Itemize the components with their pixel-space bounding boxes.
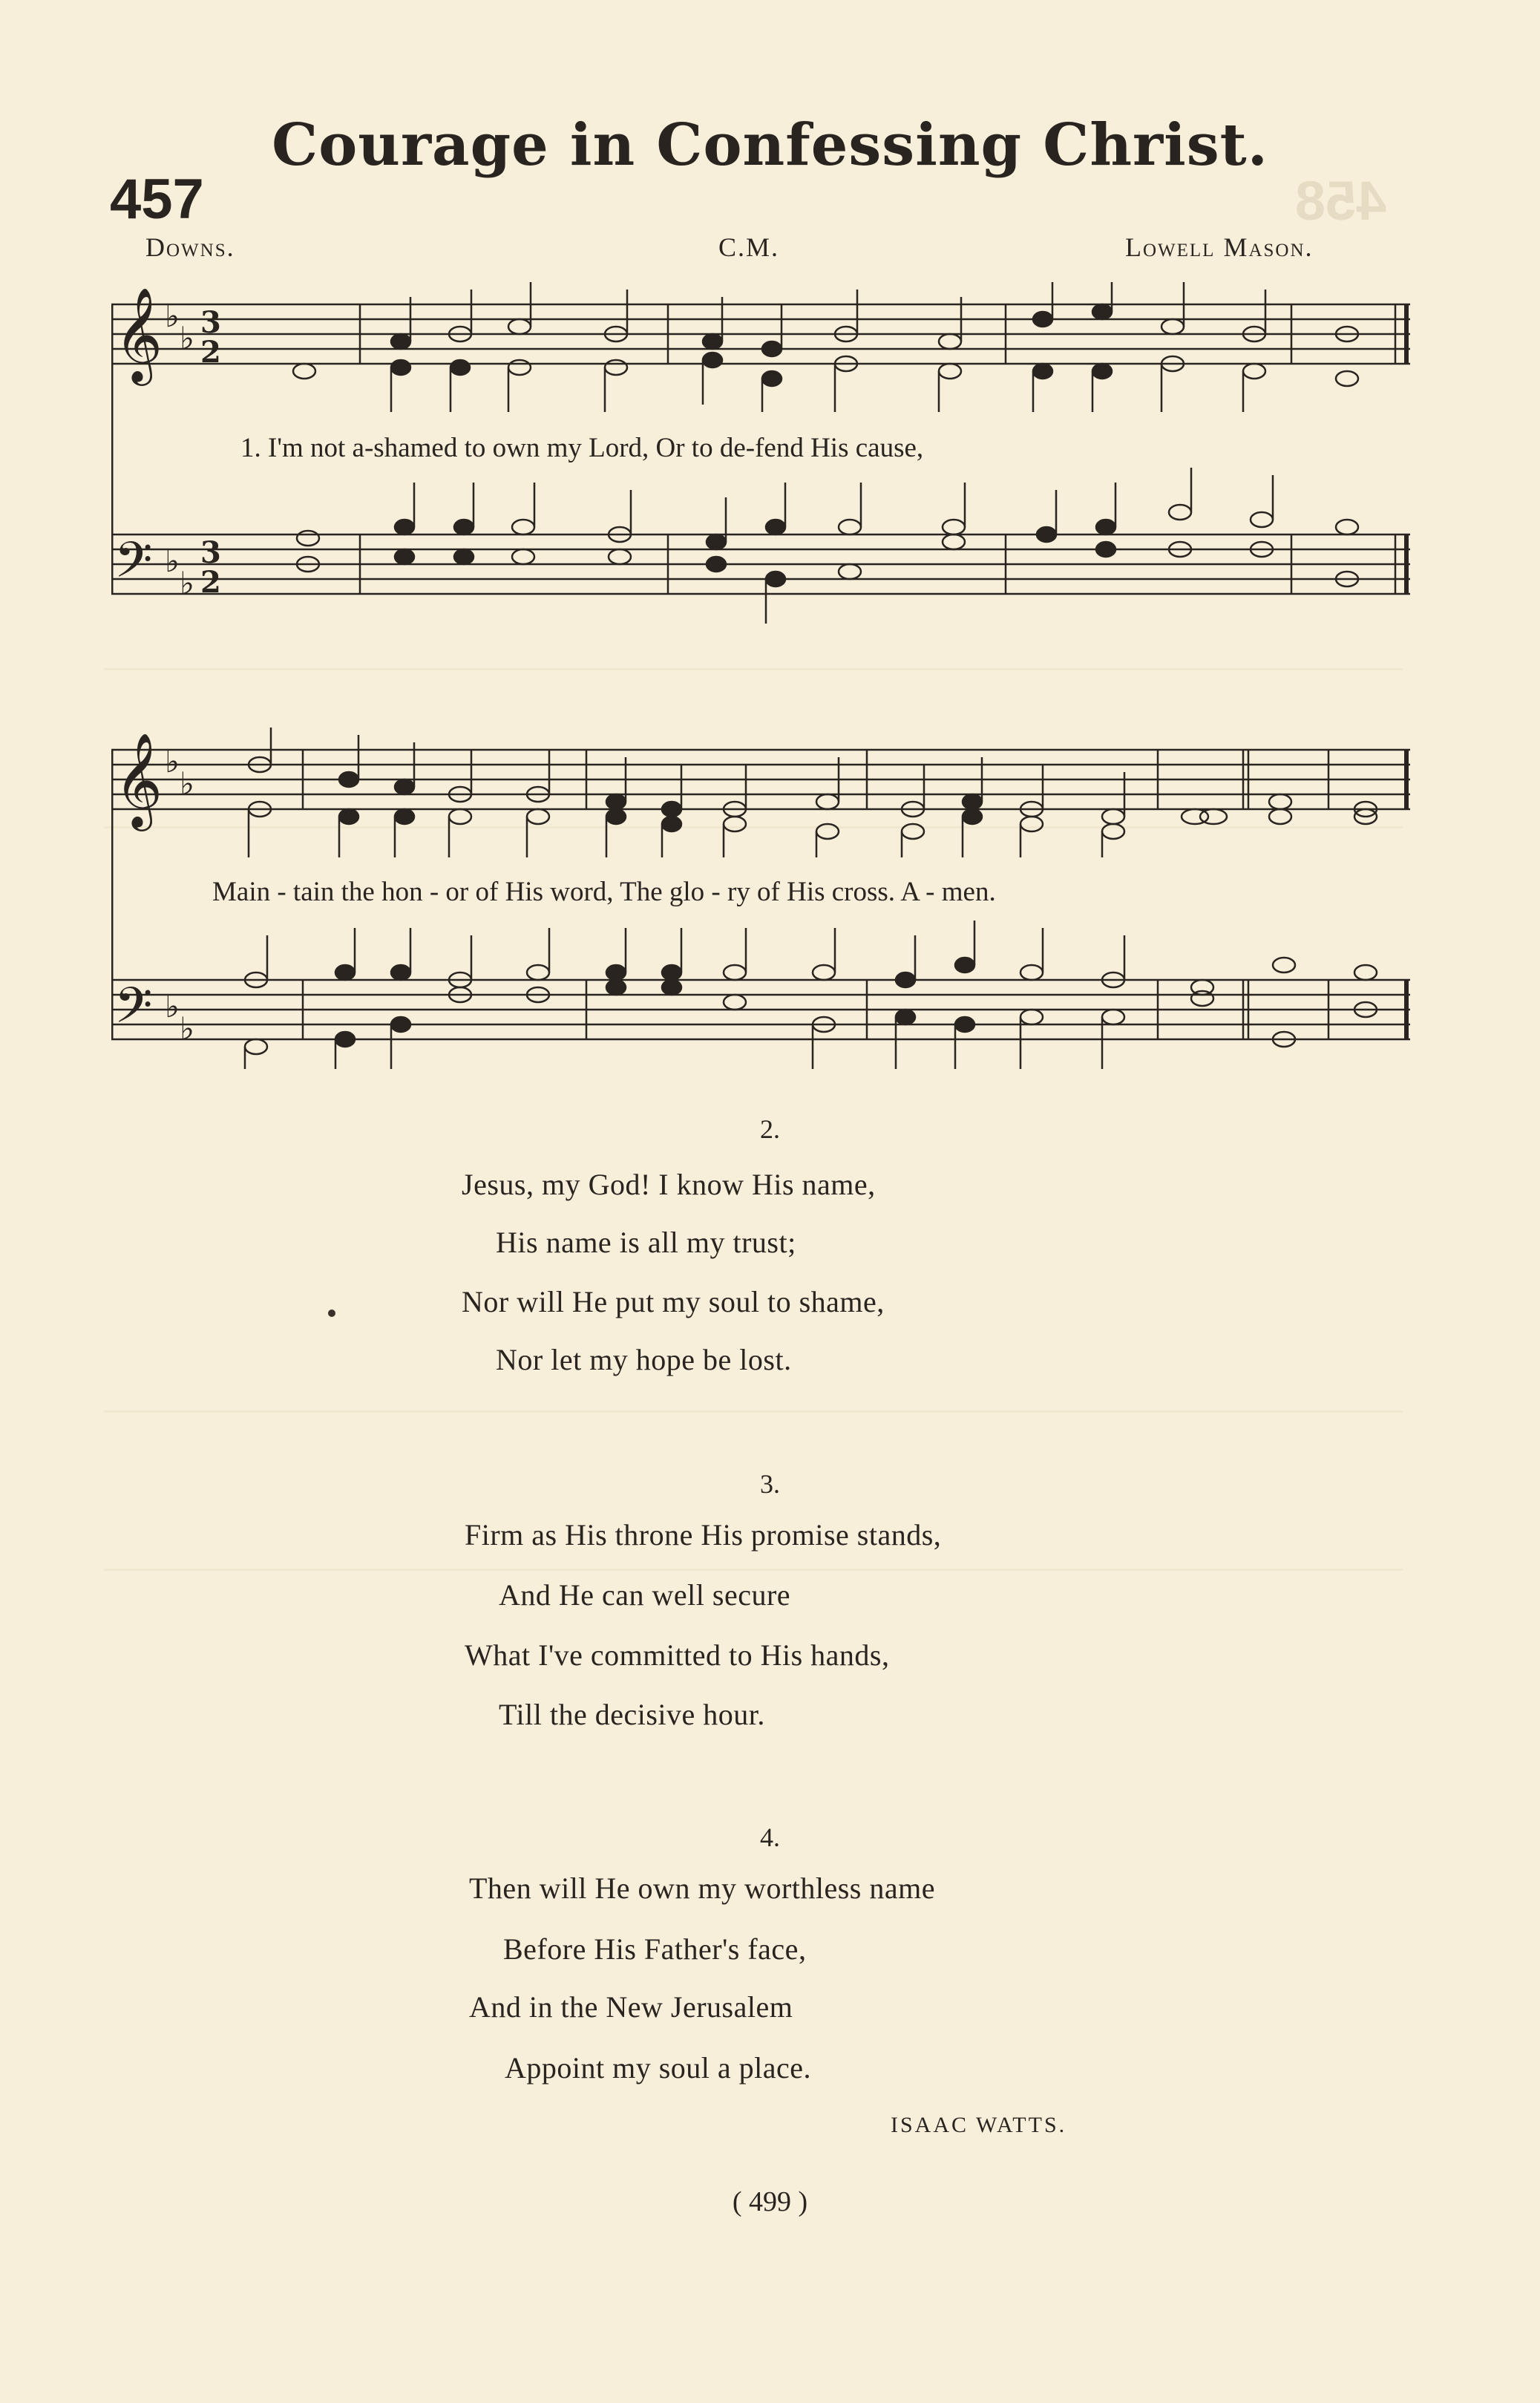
tune-name: Downs.	[145, 232, 235, 262]
meter: C.M.	[718, 232, 780, 262]
verse-line: Nor will He put my soul to shame,	[462, 1285, 885, 1318]
ink-speck	[328, 1310, 335, 1317]
hymn-title: Courage in Confessing Christ.	[272, 111, 1268, 179]
verse-line: Till the decisive hour.	[499, 1698, 765, 1731]
bleed-through-number: 458	[1295, 170, 1387, 232]
svg-text:3: 3	[200, 535, 221, 570]
svg-text:2: 2	[200, 565, 221, 600]
lyric-line-2: Main - tain the hon - or of His word, The glo - ry of His cross. A - men.	[212, 877, 996, 907]
lyric-line-1: 1. I'm not a-shamed to own my Lord, Or to de-fend His cause,	[240, 433, 924, 463]
verse-line: Jesus, my God! I know His name,	[462, 1168, 876, 1201]
svg-text:𝄞: 𝄞	[114, 732, 163, 827]
verse-line: Nor let my hope be lost.	[496, 1343, 792, 1376]
composer: Lowell Mason.	[1125, 232, 1314, 262]
music-system-2	[111, 728, 1410, 1069]
svg-text:♭: ♭	[165, 543, 180, 579]
svg-text:♭: ♭	[165, 298, 180, 334]
svg-text:♭: ♭	[180, 765, 194, 802]
svg-text:♭: ♭	[180, 320, 194, 356]
author-credit: ISAAC WATTS.	[891, 2113, 1067, 2137]
hymn-number: 457	[110, 168, 204, 231]
svg-text:𝄢: 𝄢	[114, 532, 153, 601]
svg-text:♭: ♭	[180, 565, 194, 601]
verse-line: Firm as His throne His promise stands,	[465, 1518, 942, 1552]
svg-text:2: 2	[200, 335, 221, 370]
verse-line: Appoint my soul a place.	[505, 2051, 812, 2085]
svg-text:𝄞: 𝄞	[114, 287, 163, 382]
svg-text:♭: ♭	[165, 743, 180, 779]
verse-number: 4.	[760, 1822, 780, 1852]
verse-line: What I've committed to His hands,	[465, 1638, 890, 1672]
verse-line: And He can well secure	[499, 1578, 791, 1612]
svg-text:♭: ♭	[180, 1010, 194, 1047]
verse-number: 2.	[760, 1114, 780, 1144]
verse-line: Before His Father's face,	[503, 1932, 807, 1966]
music-system-1	[111, 282, 1410, 624]
verse-line: And in the New Jerusalem	[469, 1990, 793, 2024]
svg-text:♭: ♭	[165, 988, 180, 1024]
verse-line: Then will He own my worthless name	[469, 1871, 935, 1905]
svg-text:𝄢: 𝄢	[114, 977, 153, 1046]
verse-number: 3.	[760, 1469, 780, 1499]
page-number: ( 499 )	[732, 2186, 808, 2217]
verse-line: His name is all my trust;	[496, 1226, 796, 1259]
svg-text:3: 3	[200, 305, 221, 340]
